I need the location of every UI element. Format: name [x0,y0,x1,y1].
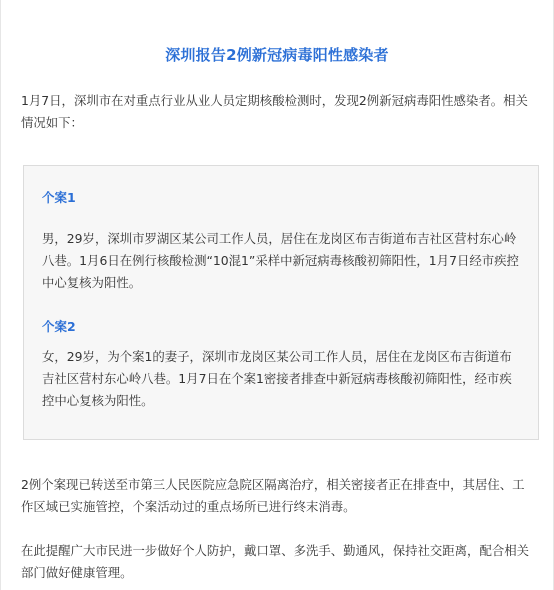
article-title: 深圳报告2例新冠病毒阳性感染者 [165,46,389,64]
case-2-text: 女，29岁，为个案1的妻子，深圳市龙岗区某公司工作人员，居住在龙岗区布吉街道布吉社区营村东心岭八巷。1月7日在个案1密接者排查中新冠病毒核酸初筛阳性，经市疾控中心复核为阳性。 [42,349,512,408]
closing-paragraph-1: 2例个案现已转送至市第三人民医院应急院区隔离治疗，相关密接者正在排查中，其居住、工作区域已实施管控，个案活动过的重点场所已进行终末消毒。 [21,477,525,514]
cases-box [23,165,539,440]
closing-paragraph-2: 在此提醒广大市民进一步做好个人防护，戴口罩、多洗手、勤通风，保持社交距离，配合相关部门做好健康管理。 [21,543,530,580]
intro-paragraph: 1月7日，深圳市在对重点行业从业人员定期核酸检测时，发现2例新冠病毒阳性感染者。相关情况如下： [21,93,528,130]
case-2-heading: 个案2 [42,319,76,334]
case-1-heading: 个案1 [42,190,76,205]
case-1-text: 男，29岁，深圳市罗湖区某公司工作人员，居住在龙岗区布吉街道布吉社区营村东心岭八巷。1月6日在例行核酸检测“10混1”采样中新冠病毒核酸初筛阳性，1月7日经市疾控中心复核为阳性。 [42,231,519,290]
